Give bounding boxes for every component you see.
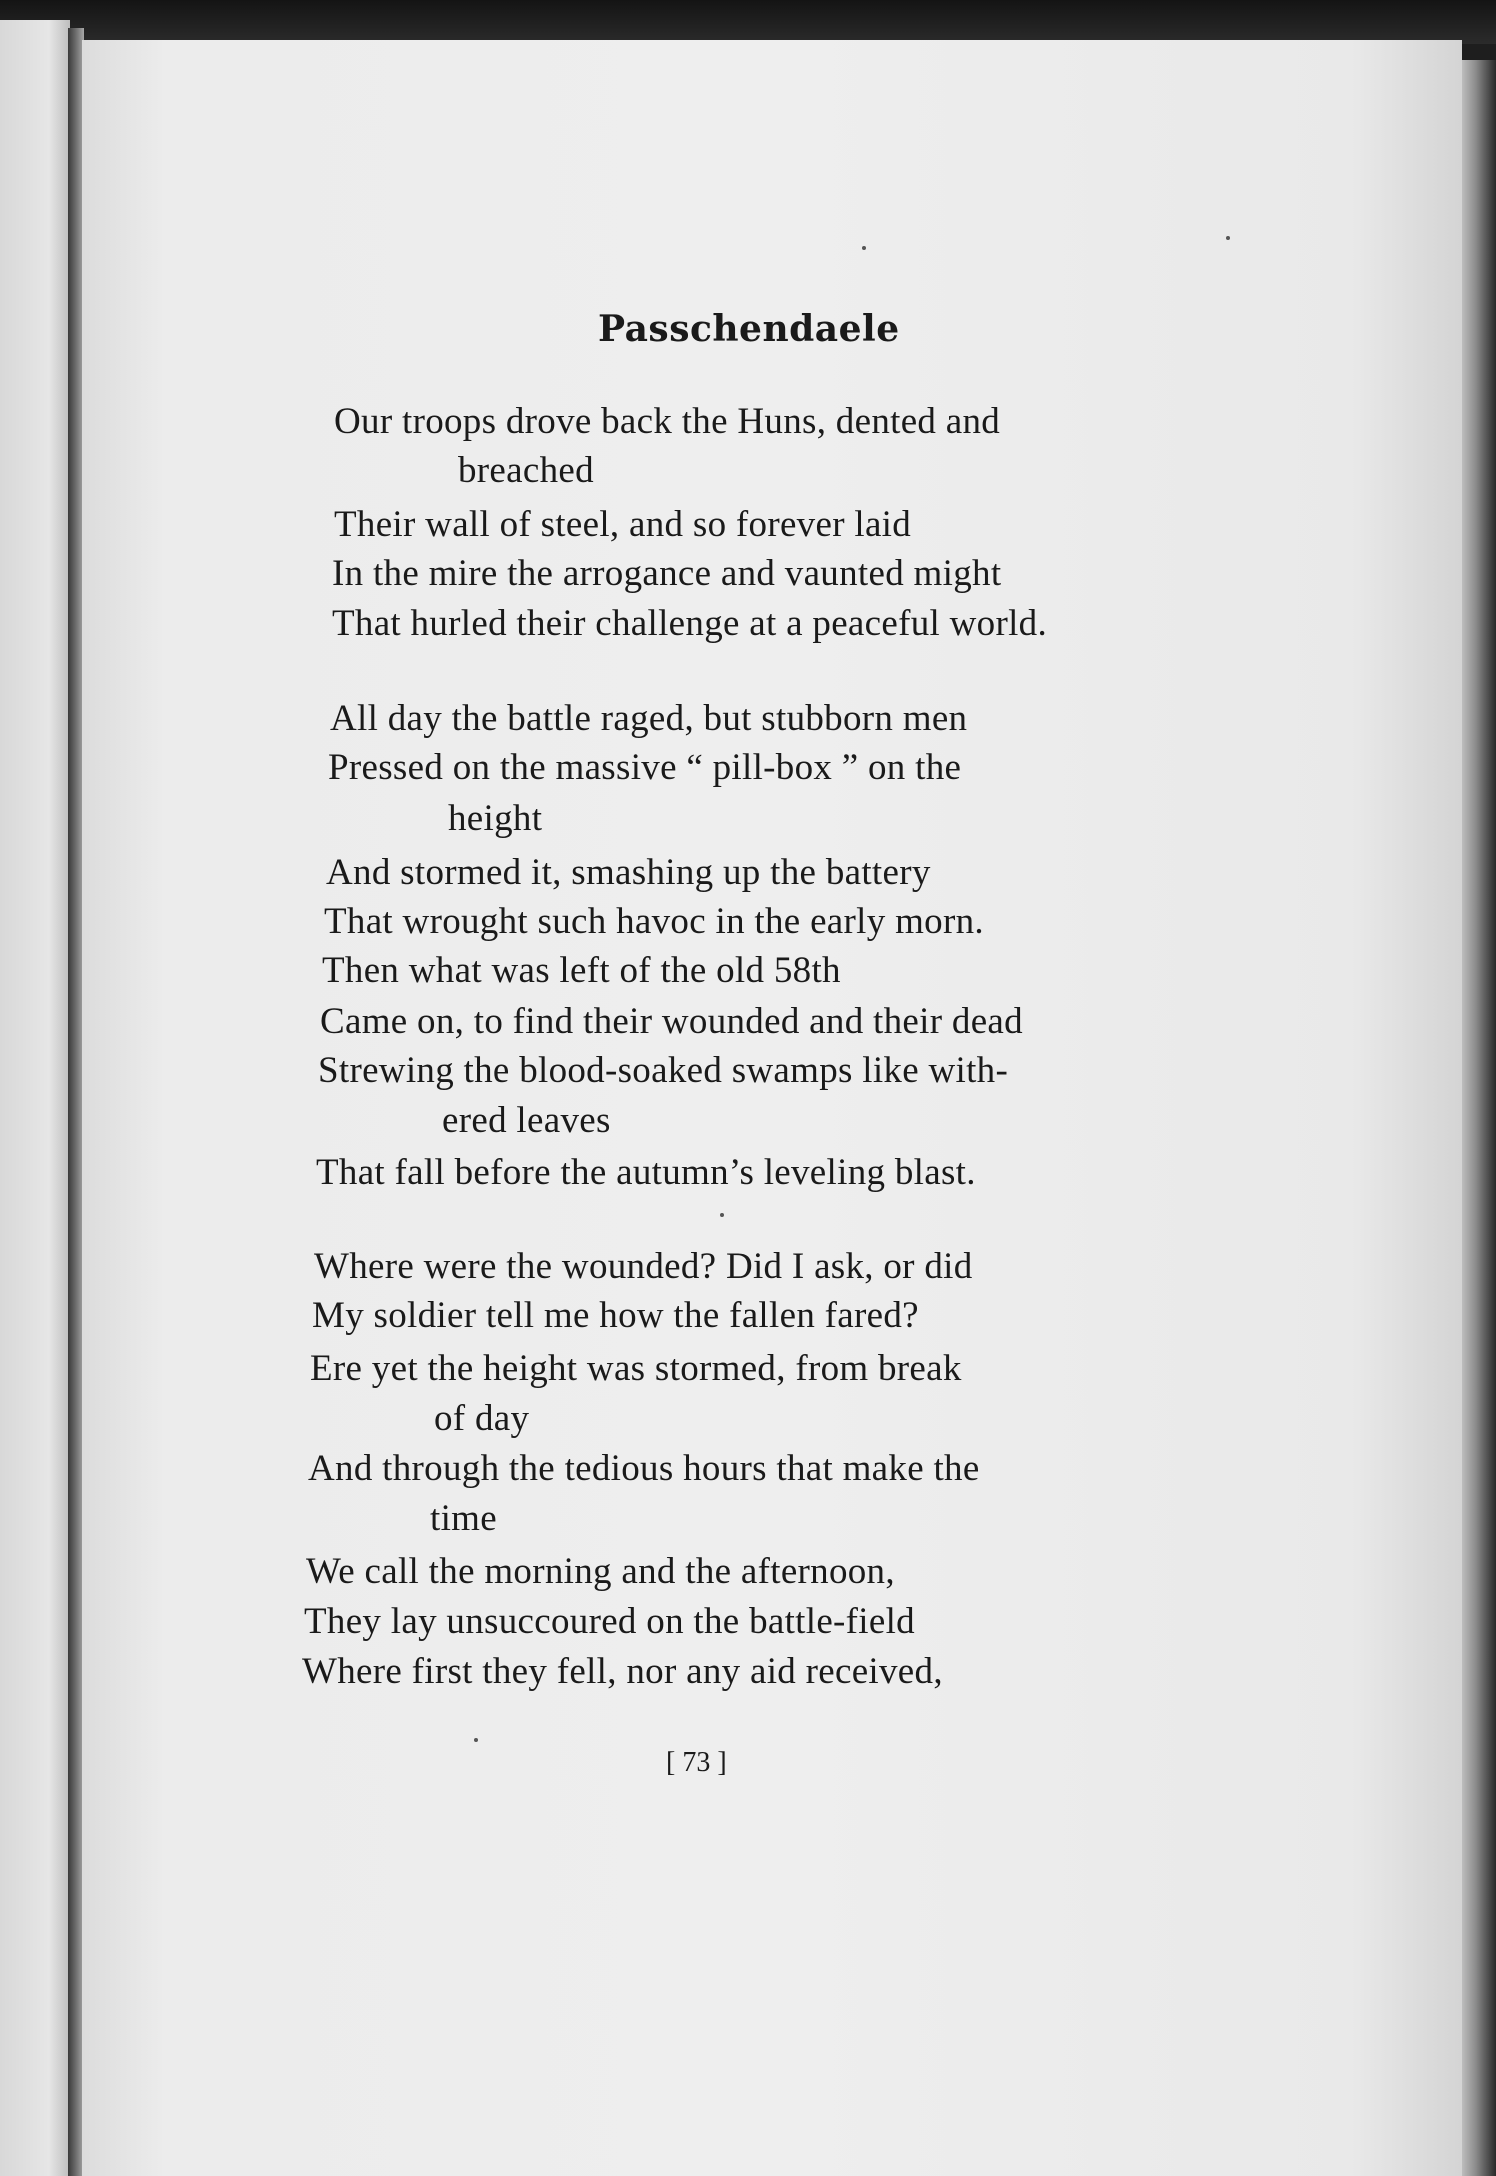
poem-line: Our troops drove back the Huns, dented and [334,401,1001,442]
poem-line: We call the morning and the afternoon, [306,1551,895,1592]
poem-line: They lay unsuccoured on the battle-field [304,1601,915,1642]
poem-line: ered leaves [442,1100,611,1141]
poem-line: Strewing the blood-soaked swamps like with- [318,1050,1009,1091]
poem-line: That fall before the autumn’s leveling blast. [316,1152,976,1193]
poem-line: That wrought such havoc in the early morn. [324,901,984,942]
poem-line: Ere yet the height was stormed, from break [310,1348,962,1389]
poem-line: of day [434,1398,530,1439]
poem-line: In the mire the arrogance and vaunted might [332,553,1002,594]
poem-title: Passchendaele [598,308,900,350]
poem-line: height [448,798,543,839]
poem-line: Where first they fell, nor any aid received, [302,1651,943,1692]
poem-line: Came on, to find their wounded and their dead [320,1001,1023,1042]
poem-line: time [430,1498,497,1539]
poem-line: Where were the wounded? Did I ask, or did [314,1246,973,1287]
poem-line: All day the battle raged, but stubborn men [330,698,968,739]
poem-line: breached [458,450,594,491]
poem-line: Then what was left of the old 58th [322,950,841,991]
poem-line: Their wall of steel, and so forever laid [334,504,912,545]
poem-line: My soldier tell me how the fallen fared? [312,1295,919,1336]
poem-line: That hurled their challenge at a peaceful world. [332,603,1048,644]
poem-line: Pressed on the massive “ pill-box ” on the [328,747,962,788]
poem-line: And through the tedious hours that make the [308,1448,980,1489]
page-number: [ 73 ] [666,1747,727,1778]
poem-line: And stormed it, smashing up the battery [326,852,931,893]
